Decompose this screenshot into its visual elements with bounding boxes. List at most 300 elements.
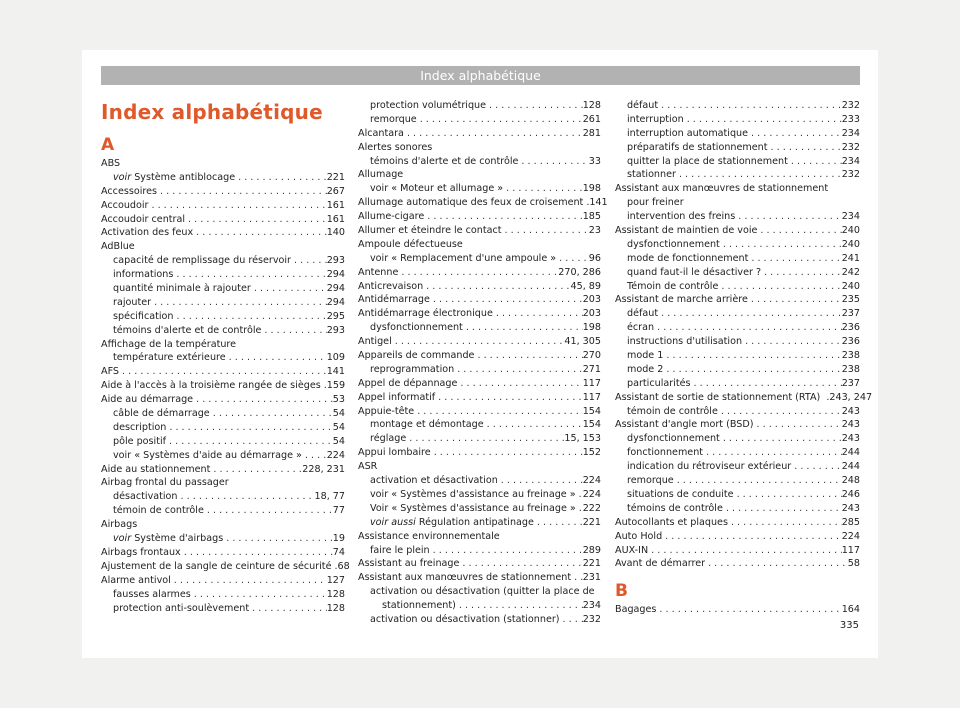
index-entry — [358, 335, 601, 349]
index-page-reference: 222 — [582, 502, 601, 514]
dot-leader — [502, 224, 589, 238]
index-subentry — [101, 504, 345, 518]
index-entry-text — [627, 502, 723, 516]
index-entry-text — [101, 560, 331, 574]
dot-leader — [392, 335, 565, 349]
index-entry — [101, 240, 345, 254]
index-term: Anticrevaison — [358, 280, 424, 292]
dot-leader — [761, 266, 842, 280]
index-term: Appareils de commande — [358, 350, 475, 362]
dot-leader — [204, 504, 333, 518]
index-subentry — [358, 418, 601, 432]
index-page-reference: 243 — [841, 419, 860, 431]
dot-leader — [576, 502, 583, 516]
index-subentry — [101, 421, 345, 435]
index-term: faire le plein — [370, 544, 430, 556]
index-page-reference: 23 — [588, 225, 601, 237]
index-term: Accoudoir central — [101, 213, 186, 225]
dot-leader — [493, 307, 583, 321]
index-page-reference: 45, 89 — [570, 280, 601, 292]
dot-leader — [748, 252, 841, 266]
index-subentry — [615, 155, 860, 169]
index-entry-text — [358, 460, 377, 474]
index-subentry — [358, 613, 601, 627]
index-entry — [101, 226, 345, 240]
index-term: pour freiner — [627, 197, 684, 209]
index-subentry — [615, 363, 860, 377]
index-entry-text — [358, 238, 463, 252]
index-entry-text — [101, 463, 210, 477]
dot-leader — [291, 254, 327, 268]
dot-leader — [148, 199, 326, 213]
index-term: Système antiblocage — [131, 171, 236, 183]
dot-leader — [654, 321, 842, 335]
dot-leader — [185, 213, 327, 227]
dot-leader — [691, 377, 842, 391]
index-term: intervention des freins — [627, 211, 736, 223]
dot-leader — [486, 99, 583, 113]
index-page-reference: 109 — [326, 352, 345, 364]
index-entry-text — [627, 266, 761, 280]
index-page-reference: 241 — [841, 252, 860, 264]
index-term: voir « Systèmes d'assistance au freinage » — [370, 488, 576, 500]
index-subentry — [615, 113, 860, 127]
dot-leader — [703, 446, 842, 460]
index-page-reference: 203 — [582, 308, 601, 320]
index-entry — [358, 557, 601, 571]
index-entry-text — [101, 379, 321, 393]
index-page-reference: 248 — [841, 475, 860, 487]
index-entry — [358, 127, 601, 141]
dot-leader — [210, 463, 302, 477]
index-page-reference: 295 — [326, 310, 345, 322]
index-page-reference: 18, 77 — [314, 491, 345, 503]
index-page-reference: 271 — [582, 363, 601, 375]
index-entry-text — [358, 141, 432, 155]
index-entry-text — [358, 266, 398, 280]
index-subentry — [101, 324, 345, 338]
index-page-reference: 164 — [841, 604, 860, 616]
index-entry — [358, 168, 601, 182]
index-term: Alarme antivol — [101, 574, 171, 586]
index-term: Allumage — [358, 169, 404, 181]
index-entry — [358, 377, 601, 391]
index-subentry — [101, 171, 345, 185]
index-entry-text — [627, 127, 748, 141]
index-term: Antenne — [358, 266, 399, 278]
index-page-reference: 243 — [841, 405, 860, 417]
index-entry — [615, 293, 860, 307]
index-entry — [358, 446, 601, 460]
index-subentry — [615, 474, 860, 488]
index-term: défaut — [627, 100, 659, 111]
index-subentry — [101, 351, 345, 365]
index-term: témoins d'alerte et de contrôle — [370, 155, 519, 167]
index-page-reference: 128 — [582, 100, 601, 111]
index-entry — [358, 460, 601, 474]
index-entry-text — [627, 321, 654, 335]
index-page-reference: 141 — [326, 366, 345, 378]
index-subentry — [615, 349, 860, 363]
index-term: ABS — [101, 158, 121, 169]
dot-leader — [435, 391, 583, 405]
index-subentry — [358, 252, 601, 266]
index-term: pôle positif — [113, 435, 167, 447]
index-term: Appui lombaire — [358, 447, 431, 459]
index-term: protection anti-soulèvement — [113, 602, 250, 614]
index-subentry — [101, 268, 345, 282]
index-subentry — [101, 532, 345, 546]
index-term: Alertes sonores — [358, 141, 433, 153]
index-subentry — [101, 490, 345, 504]
index-term: Antigel — [358, 336, 392, 348]
index-subentry — [358, 544, 601, 558]
index-page-reference: 240 — [841, 225, 860, 237]
dot-leader — [404, 127, 583, 141]
index-column-1 — [101, 135, 350, 615]
index-entry-text — [615, 516, 728, 530]
index-term: AdBlue — [101, 241, 135, 253]
index-page-reference: 233 — [841, 113, 860, 125]
index-entry — [101, 199, 345, 213]
index-subentry — [615, 252, 860, 266]
index-entry-text — [113, 435, 166, 449]
index-subentry — [615, 266, 860, 280]
index-entry — [101, 338, 345, 352]
dot-leader — [191, 588, 327, 602]
index-entry-text — [627, 196, 684, 210]
index-subentry — [615, 141, 860, 155]
dot-leader — [720, 238, 842, 252]
dot-leader — [757, 224, 841, 238]
index-term: Ajustement de la sangle de ceinture de sécurité — [101, 560, 332, 572]
dot-leader — [560, 613, 583, 627]
index-entry — [358, 293, 601, 307]
index-term: fausses alarmes — [113, 588, 191, 600]
index-entry-text — [615, 293, 748, 307]
index-entry — [615, 516, 860, 530]
index-term: rajouter — [113, 296, 152, 308]
index-term: particularités — [627, 377, 691, 389]
index-entry-text — [101, 199, 148, 213]
index-term: Appel de dépannage — [358, 377, 458, 389]
index-entry-text — [101, 157, 120, 171]
index-page-reference: 74 — [332, 546, 345, 558]
index-entry — [101, 574, 345, 588]
index-entry-text — [358, 557, 459, 571]
dot-leader — [674, 474, 842, 488]
dot-leader — [151, 296, 327, 310]
index-page-reference: 221 — [582, 516, 601, 528]
index-term: interruption — [627, 113, 684, 125]
dot-leader — [728, 516, 842, 530]
index-page-reference: 232 — [841, 169, 860, 181]
index-page-reference: 141 — [589, 197, 608, 209]
dot-leader — [474, 349, 582, 363]
dot-leader — [459, 557, 582, 571]
index-entry-text — [358, 530, 500, 544]
dot-leader — [718, 280, 841, 294]
dot-leader — [768, 141, 842, 155]
index-entry-text — [370, 432, 406, 446]
index-page-reference: 53 — [332, 394, 345, 406]
index-page-reference: 294 — [326, 269, 345, 281]
index-page-reference: 54 — [332, 408, 345, 420]
index-entry — [615, 557, 860, 571]
dot-leader — [166, 421, 332, 435]
index-entry — [101, 157, 345, 171]
index-entry-text — [113, 421, 166, 435]
index-entry-text — [370, 182, 503, 196]
index-term: Antidémarrage électronique — [358, 308, 493, 320]
index-page-reference: 58 — [847, 558, 860, 570]
index-page-reference: 281 — [582, 127, 601, 139]
index-page-reference: 293 — [326, 255, 345, 267]
index-entry-text — [615, 530, 662, 544]
index-term: Activation des feux — [101, 227, 194, 239]
index-term: Auto Hold — [615, 530, 663, 542]
index-entry — [358, 405, 601, 419]
running-header: Index alphabétique — [101, 66, 860, 85]
index-entry-text — [370, 585, 595, 599]
index-entry-text — [627, 155, 788, 169]
index-subentry — [615, 335, 860, 349]
dot-leader — [431, 446, 583, 460]
index-page-reference: 240 — [841, 280, 860, 292]
index-term: spécification — [113, 310, 174, 322]
index-entry-text — [627, 488, 734, 502]
dot-leader — [223, 532, 333, 546]
index-subentry — [615, 127, 860, 141]
index-entry-text — [113, 602, 249, 616]
index-term: Assistant d'angle mort (BSD) — [615, 419, 754, 431]
index-entry-text — [101, 393, 193, 407]
index-page-reference: 224 — [582, 475, 601, 487]
index-page-reference: 154 — [582, 405, 601, 417]
index-term: mode de fonctionnement — [627, 252, 749, 264]
index-subentry — [101, 449, 345, 463]
index-entry — [358, 210, 601, 224]
index-page-reference: 159 — [326, 380, 346, 392]
index-entry-text — [358, 224, 502, 238]
index-term: Aide au démarrage — [101, 394, 194, 406]
dot-leader — [261, 324, 326, 338]
index-page-reference: 41, 305 — [564, 336, 601, 348]
index-term: Assistant au freinage — [358, 558, 460, 570]
index-entry-text — [113, 254, 291, 268]
index-entry-text — [370, 474, 498, 488]
index-page-reference: 294 — [326, 296, 345, 308]
index-term: Assistant aux manœuvres de stationnement — [358, 572, 572, 584]
index-subentry — [358, 363, 601, 377]
index-term: Allume-cigare — [358, 211, 425, 223]
index-entry-text — [101, 185, 157, 199]
index-page-reference: 242 — [841, 266, 860, 278]
index-entry — [101, 185, 345, 199]
index-entry-text — [370, 488, 576, 502]
index-page-reference: 15, 153 — [564, 433, 601, 445]
index-term: activation et désactivation — [370, 475, 498, 487]
index-subentry — [615, 238, 860, 252]
index-subentry — [101, 407, 345, 421]
dot-leader — [662, 530, 842, 544]
dot-leader — [251, 282, 327, 296]
index-subentry — [358, 99, 601, 113]
index-term: quand faut-il le désactiver ? — [627, 266, 762, 278]
index-term: stationnement) — [382, 600, 456, 612]
dot-leader — [788, 155, 842, 169]
index-see-reference: voir — [113, 533, 132, 545]
index-entry-text — [627, 168, 676, 182]
dot-leader — [193, 393, 333, 407]
index-entry-text — [113, 351, 226, 365]
index-entry-text — [627, 432, 720, 446]
page-title: Index alphabétique — [101, 100, 323, 124]
index-entry — [615, 544, 860, 558]
index-term: montage et démontage — [370, 419, 484, 431]
index-term: capacité de remplissage du réservoir — [113, 255, 291, 267]
index-page-reference: 198 — [582, 322, 601, 334]
index-subentry — [358, 321, 601, 335]
index-term: témoin de contrôle — [113, 505, 204, 517]
index-page-reference: 161 — [326, 213, 345, 225]
index-page-reference: 285 — [841, 516, 860, 528]
dot-leader — [456, 599, 583, 613]
index-entry — [358, 280, 601, 294]
index-subentry — [358, 113, 601, 127]
dot-leader — [181, 546, 333, 560]
dot-leader — [663, 349, 841, 363]
index-entry-text — [627, 210, 735, 224]
index-entry — [101, 365, 345, 379]
index-page-reference: 237 — [841, 377, 860, 389]
index-entry-text — [113, 407, 210, 421]
index-term: Assistant de sortie de stationnement (RTA) — [615, 391, 821, 403]
dot-leader — [157, 185, 327, 199]
index-page-reference: 198 — [582, 183, 601, 195]
index-entry-text — [113, 532, 223, 546]
index-entry — [101, 379, 345, 393]
index-term: Avant de démarrer — [615, 558, 706, 570]
dot-leader — [735, 210, 841, 224]
index-term: reprogrammation — [370, 363, 455, 375]
index-entry-text — [370, 99, 486, 113]
index-page-reference: 244 — [841, 461, 860, 473]
index-page-reference: 261 — [582, 113, 601, 125]
index-term: Régulation antipatinage — [415, 516, 534, 528]
index-subentry — [615, 488, 860, 502]
index-page-reference: 267 — [326, 185, 345, 197]
dot-leader — [430, 293, 583, 307]
index-entry — [358, 141, 601, 155]
index-subentry — [358, 516, 601, 530]
index-term: activation ou désactivation (quitter la place de — [370, 586, 595, 598]
index-entry-text — [113, 588, 191, 602]
index-page-reference: 243 — [841, 433, 860, 445]
index-page-reference: 240 — [841, 238, 860, 250]
index-entry — [101, 560, 350, 574]
index-entry-text — [358, 293, 430, 307]
index-term: Assistant de maintien de voie — [615, 225, 758, 237]
dot-leader — [720, 432, 842, 446]
index-term: Affichage de la température — [101, 338, 237, 350]
dot-leader — [658, 99, 842, 113]
index-entry-text — [382, 599, 456, 613]
index-page-reference: 232 — [582, 613, 601, 625]
index-entry-text — [101, 476, 229, 490]
index-entry-text — [358, 127, 404, 141]
index-term: voir « Moteur et allumage » — [370, 183, 504, 195]
index-term: écran — [627, 322, 655, 334]
dot-leader — [484, 418, 583, 432]
dot-leader — [723, 502, 842, 516]
index-page-reference: 128 — [326, 602, 345, 614]
index-page-reference: 235 — [841, 294, 860, 306]
index-page-reference: 224 — [841, 530, 860, 542]
index-entry-text — [101, 338, 236, 352]
index-page-reference: 117 — [841, 544, 860, 556]
index-entry-text — [101, 518, 137, 532]
index-entry-text — [370, 613, 560, 627]
index-entry — [358, 571, 601, 585]
index-page-reference: 68 — [337, 560, 350, 572]
index-entry-text — [627, 363, 663, 377]
dot-leader — [518, 155, 588, 169]
index-term: Accoudoir — [101, 199, 149, 211]
index-term: stationner — [627, 169, 676, 181]
index-page-reference: 234 — [841, 127, 860, 139]
index-entry-text — [101, 574, 171, 588]
index-entry-text — [370, 502, 576, 516]
index-term: quantité minimale à rajouter — [113, 283, 251, 295]
index-term: AFS — [101, 366, 120, 378]
index-term: fonctionnement — [627, 447, 704, 459]
index-column-3 — [615, 99, 873, 617]
index-page-reference: 224 — [326, 449, 345, 461]
index-entry-text — [370, 516, 534, 530]
index-subentry — [101, 310, 345, 324]
index-entry — [615, 418, 860, 432]
index-term: Système d'airbags — [131, 533, 224, 545]
index-entry — [358, 391, 601, 405]
dot-leader — [398, 266, 558, 280]
index-subentry — [615, 196, 860, 210]
index-entry-text — [615, 603, 656, 617]
index-entry-text — [615, 418, 754, 432]
index-subentry — [358, 182, 601, 196]
index-subentry — [615, 460, 860, 474]
index-entry-text — [370, 418, 484, 432]
index-page-reference: 161 — [326, 199, 345, 211]
index-term: Airbags frontaux — [101, 546, 181, 558]
index-entry-text — [358, 168, 403, 182]
dot-leader — [173, 268, 326, 282]
index-entry-text — [627, 349, 663, 363]
dot-leader — [734, 488, 842, 502]
index-term: Aide à l'accès à la troisième rangée de sièges — [101, 380, 321, 392]
index-entry — [615, 603, 860, 617]
index-subentry — [615, 280, 860, 294]
index-entry-text — [358, 307, 493, 321]
index-term: Appel informatif — [358, 391, 436, 403]
index-entry-text — [627, 113, 684, 127]
index-page-reference: 154 — [582, 419, 601, 431]
index-subentry — [358, 155, 601, 169]
index-entry — [615, 182, 860, 196]
index-subentry — [358, 432, 601, 446]
index-term: Accessoires — [101, 185, 158, 197]
index-entry-text — [101, 226, 193, 240]
